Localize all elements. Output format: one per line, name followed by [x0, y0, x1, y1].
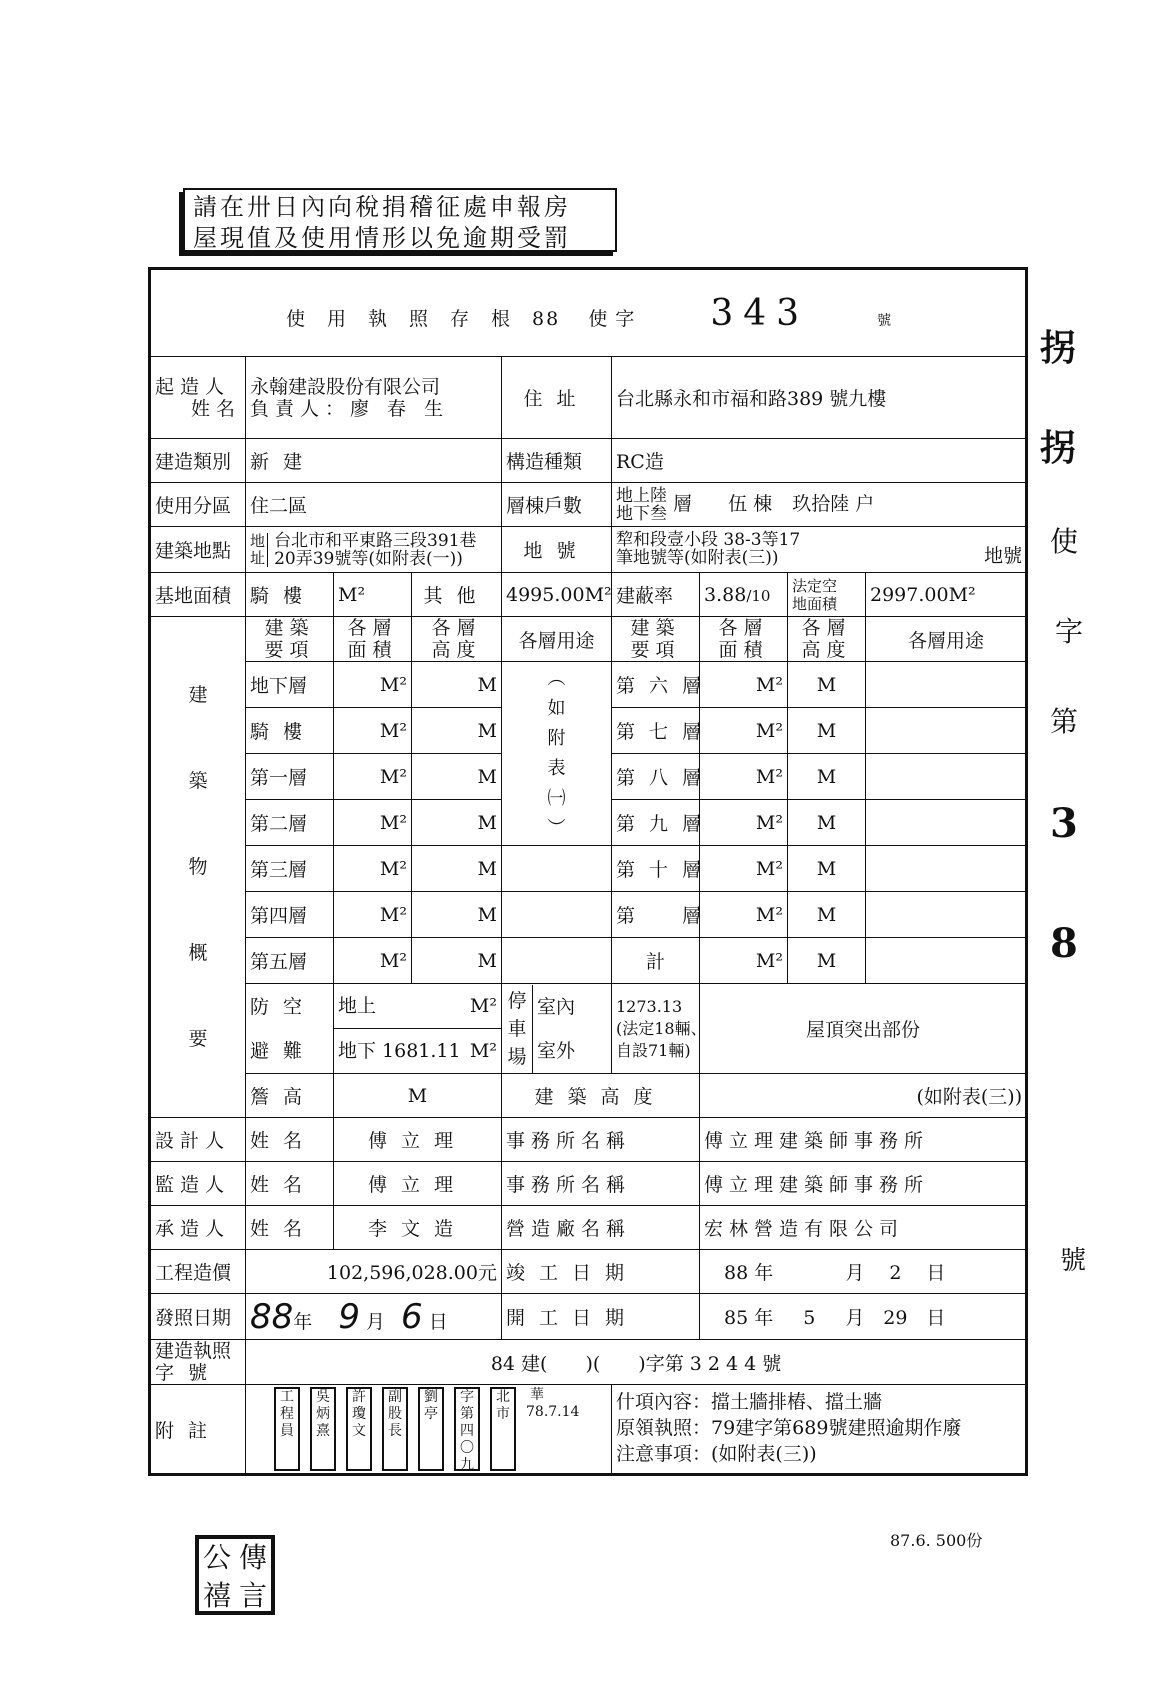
floor-label: 第八層	[612, 754, 700, 800]
contractor-name: 李文造	[334, 1206, 502, 1250]
designer-label: 設計人	[150, 1118, 246, 1162]
structure-label: 構造種類	[502, 439, 612, 483]
floor-label: 第三層	[246, 846, 334, 892]
floors-buildings-households: 地上陸 地下叁 層 伍 棟 玖拾陸 户	[612, 483, 1027, 527]
completion-label: 竣工日期	[502, 1250, 700, 1294]
contractor-company: 宏林營造有限公司	[700, 1206, 1027, 1250]
total-label: 計	[612, 938, 700, 984]
title-word: 使字	[588, 307, 643, 330]
notice-line-2: 屋現值及使用情形以免逾期受罰	[193, 224, 571, 252]
floor-label: 第五層	[246, 938, 334, 984]
supervisor-office: 傅立理建築師事務所	[700, 1162, 1027, 1206]
remarks-label: 附註	[150, 1385, 246, 1475]
location-address: 地 址 台北市和平東路三段391巷 20弄39號等(如附表(一))	[246, 527, 502, 573]
coverage-ratio: 3.88/10	[700, 573, 788, 617]
title-year: 88	[532, 307, 561, 330]
header-area-right: 各層 面積	[700, 617, 788, 662]
parking-count: 1273.13 (法定18輛、 自設71輛)	[612, 984, 700, 1074]
contractor-label: 承造人	[150, 1206, 246, 1250]
side-mark: 字	[1055, 615, 1084, 648]
side-mark: 8	[1050, 920, 1078, 967]
construction-cost: 102,596,028.00元	[246, 1250, 502, 1294]
side-mark: 3	[1050, 800, 1078, 847]
header-height: 各層 高度	[412, 617, 502, 662]
side-mark: 使	[1050, 525, 1079, 558]
owner-name: 永翰建設股份有限公司 負責人：廖 春 生	[246, 357, 502, 439]
header-item-right: 建築 要項	[612, 617, 700, 662]
review-stamps: 工程員 吳炳熹 許瓊文 副股長 劉亭 字第四〇九 北市 華78.7.14	[246, 1385, 612, 1475]
shelter-area: 地上 M² 地下 1681.11 M²	[334, 984, 502, 1074]
form-title: 使用執照存根88 使字 343 號	[150, 269, 1027, 357]
location-label: 建築地點	[150, 527, 246, 573]
site-area-label: 基地面積	[150, 573, 246, 617]
open-space-area: 2997.00M²	[866, 573, 1027, 617]
permit-number-ref: 84 建( )( )字第 3 2 4 4 號	[246, 1340, 1027, 1385]
floors-label: 層棟戶數	[502, 483, 612, 527]
building-height: (如附表(三))	[700, 1074, 1027, 1118]
zoning-value: 住二區	[246, 483, 502, 527]
lot-label: 地號	[502, 527, 612, 573]
official-seal: 公 傳 禧 言	[195, 1535, 275, 1615]
permit-label: 建造執照 字號	[150, 1340, 246, 1385]
permit-form: 使用執照存根88 使字 343 號 起造人 姓名 永翰建設股份有限公司 負責人：廖 春 生 住址 台北縣永和市福和路389 號九樓 建造類別 新建 構造種類 RC造 使用分區 住二區 層棟戶數 地上陸 地下叁 層 伍 棟 玖拾陸 户 建築地點 地 址 台北市和平東路三段391巷 20弄39號等(如附表(一)) 地號 犂和段壹小段 38-3等17 筆地號等(如附表(三)) 地號 基地面積 騎樓 M² 其他 4995.00M² 建蔽率 3.88/10 法定空 地面積 2997.00M² 建 築 物 概 要 建築 要項 各層 面積 各層 高度 各層用途 建築 要項 各層 面積 各層 高度 各層用途 地下層 M² M ︵ 如 附 表 ㈠ ︶ 第六層 M² M 騎樓 M² M 第七層 M² M 第一層 M² M 第八層 M² M 第二層 M² M 第九層 M² M 第三層 M² M 第十層 M² M 第四層 M² M 第 層 M² M 第五層 M² M 計 M² M 防空 避難 地上 M² 地下 1681.11 M² 停 車 場 室內 室外 1273.13 (法定18輛、 自設71輛) 屋頂突出部份 簷高 M 建築高度 (如附表(三)) 設計人 姓名 傅立理 事務所名稱 傅立理建築師事務所 監造人 姓名 傅立理 事務所名稱 傅立理建築師事務所 承造人 姓名 李文造 營造廠名稱 宏林營造有限公司 工程造價 102,596,028.00元 竣工日期 88 年 月 2 日 發照日期 88年 9 月 6 日 開工日期 85 年 5 月 29 日 建造執照 字號 84 建( )( )字第 3 2 4 4 號 附註 工程員 吳炳熹 許瓊文 副股長 劉亭 字第四〇九 北市 華78.7.14 什項內容：擋土牆排樁、擋土牆 原領執照：79建字第689號建照逾期作廢 注意事項：(如附表(三))	[148, 267, 1028, 1476]
issue-label: 發照日期	[150, 1294, 246, 1340]
floor-label: 地下層	[246, 662, 334, 708]
parking: 停 車 場 室內 室外	[502, 984, 612, 1074]
roof-label: 屋頂突出部份	[700, 984, 1027, 1074]
designer-office: 傅立理建築師事務所	[700, 1118, 1027, 1162]
other-label: 其他	[412, 573, 502, 617]
supervisor-name: 傅立理	[334, 1162, 502, 1206]
remarks-content: 什項內容：擋土牆排樁、擋土牆 原領執照：79建字第689號建照逾期作廢 注意事項：(如附表(三))	[612, 1385, 1027, 1475]
lot-number: 犂和段壹小段 38-3等17 筆地號等(如附表(三)) 地號	[612, 527, 1027, 573]
floor-label: 第一層	[246, 754, 334, 800]
header-item: 建築 要項	[246, 617, 334, 662]
construction-type-label: 建造類別	[150, 439, 246, 483]
permit-number: 343	[710, 292, 810, 334]
cost-label: 工程造價	[150, 1250, 246, 1294]
floor-label: 第四層	[246, 892, 334, 938]
address-label: 住址	[502, 357, 612, 439]
notice-line-1: 請在卅日內向稅捐稽征處申報房	[193, 193, 571, 221]
zoning-label: 使用分區	[150, 483, 246, 527]
eaves-label: 簷高	[246, 1074, 334, 1118]
floor-label: 第九層	[612, 800, 700, 846]
floor-label: 第二層	[246, 800, 334, 846]
header-use-right: 各層用途	[866, 617, 1027, 662]
print-run: 87.6. 500份	[890, 1531, 983, 1550]
supervisor-label: 監造人	[150, 1162, 246, 1206]
side-mark: 號	[1060, 1246, 1087, 1276]
owner-address: 台北縣永和市福和路389 號九樓	[612, 357, 1027, 439]
building-summary-label: 建 築 物 概 要	[150, 617, 246, 1118]
coverage-label: 建蔽率	[612, 573, 700, 617]
shelter-label: 防空 避難	[246, 984, 334, 1074]
side-mark: 拐	[1040, 427, 1077, 469]
header-area: 各層 面積	[334, 617, 412, 662]
owner-label: 起造人 姓名	[150, 357, 246, 439]
issue-date: 88年 9 月 6 日	[246, 1294, 502, 1340]
start-label: 開工日期	[502, 1294, 700, 1340]
site-area-total: 4995.00M²	[502, 573, 612, 617]
floor-label: 第十層	[612, 846, 700, 892]
designer-name: 傅立理	[334, 1118, 502, 1162]
completion-date: 88 年 月 2 日	[700, 1250, 1027, 1294]
arcade-area: M²	[334, 573, 412, 617]
start-date: 85 年 5 月 29 日	[700, 1294, 1027, 1340]
construction-type: 新建	[246, 439, 502, 483]
header-use: 各層用途	[502, 617, 612, 662]
tax-notice-box	[183, 188, 617, 252]
eaves-height: M	[334, 1074, 502, 1118]
floor-label: 第七層	[612, 708, 700, 754]
floor-label: 第六層	[612, 662, 700, 708]
building-height-label: 建築高度	[502, 1074, 700, 1118]
side-mark: 拐	[1040, 327, 1077, 369]
arcade-label: 騎樓	[246, 573, 334, 617]
use-note: ︵ 如 附 表 ㈠ ︶	[502, 662, 612, 846]
floor-label: 騎樓	[246, 708, 334, 754]
floor-label: 第 層	[612, 892, 700, 938]
structure-type: RC造	[612, 439, 1027, 483]
open-space-label: 法定空 地面積	[788, 573, 866, 617]
header-height-right: 各層 高度	[788, 617, 866, 662]
side-mark: 第	[1050, 705, 1079, 738]
